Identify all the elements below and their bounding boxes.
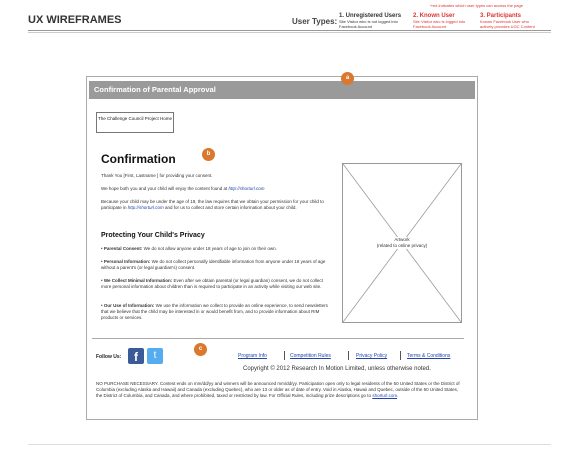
program-info-link[interactable]: Program Info: [238, 353, 267, 359]
artwork-label: [343, 237, 461, 249]
competition-rules-link[interactable]: Competition Rules: [290, 353, 331, 359]
copyright-text: Copyright © 2012 Research In Motion Limited, unless otherwise noted.: [243, 366, 431, 372]
legal-text: NO PURCHASE NECESSARY. Contest ends on mm/dd/yy and winners will be announced mm/dd/yy. Participation open only to legal residents of the 50 United States or the District of Columbia (excluding Alaska and Hawaii) and Canada (excluding Quebec), who are 13 or older as of date of entry. Void in Alaska, Hawaii and Quebec, outside of the 50 United States, the District of Columbia, and Canada, and where prohibited, taxed or restricted by law. For Official Rules, including prize descriptions go to: [96, 381, 460, 398]
legal-disclaimer: [96, 381, 464, 399]
annotation-marker-b: b: [202, 148, 215, 161]
thank-you-text: Thank You [First, Lastname ] for providing your consent.: [101, 173, 213, 178]
law-text-end: and for us to collect and store certain information about your child.: [163, 205, 297, 210]
annotation-marker-a: a: [341, 72, 354, 85]
user-types-label: User Types:: [292, 17, 338, 26]
artwork-label-title: Artwork: [394, 237, 410, 242]
follow-us-label: Follow Us:: [96, 354, 122, 360]
participate-link[interactable]: http://shorturl.com: [127, 205, 164, 210]
page-bottom-divider: [28, 444, 551, 445]
bullet-text: We use the information we collect to provide an online experience, to send newsletters that we believe that the child may be interested in or would benefit from, and to provide information about RIM products or services.: [101, 303, 328, 320]
bullet-use-of-information: [101, 303, 333, 321]
page-title: UX WIREFRAMES: [28, 14, 122, 26]
law-text: [101, 199, 333, 211]
official-rules-link[interactable]: shorturl.com: [372, 393, 398, 398]
footer-link-separator: [348, 351, 349, 360]
law-text-body: Because your child may be under the age of 18, the law requires that we obtain your permission for your child to participate in: [101, 199, 324, 210]
user-type-participants: [480, 13, 542, 29]
bullet-minimal-information: [101, 278, 333, 290]
privacy-policy-link[interactable]: Privacy Policy: [356, 353, 388, 359]
bullet-label: • Our Use of Information:: [101, 303, 155, 308]
annotation-marker-c: c: [194, 343, 207, 356]
user-type-title: 1. Unregistered Users: [339, 13, 402, 19]
bullet-label: • Personal Information:: [101, 259, 151, 264]
user-type-title: 2. Known User: [413, 13, 455, 19]
bullet-parental-consent: [101, 246, 333, 252]
twitter-icon[interactable]: t: [147, 348, 163, 364]
bullet-text: Even after we obtain parental (or legal guardian) consent, we do not collect more personal information about children than is required to participate in an activity while visiting our web site.: [101, 278, 323, 289]
bullet-text: We do not collect personally identifiable information from anyone under 18 years of age without a parent's (or legal guardian's) consent.: [101, 259, 326, 270]
terms-conditions-link[interactable]: Terms & Conditions: [407, 353, 451, 359]
hope-text-body: We hope both you and your child will enjoy the content found at: [101, 186, 229, 191]
header-divider-secondary: [28, 32, 551, 33]
bullet-label: • Parental Consent:: [101, 246, 143, 251]
bullet-label: • We Collect Minimal Information:: [101, 278, 173, 283]
facebook-icon[interactable]: f: [128, 348, 144, 364]
bullet-personal-information: [101, 259, 333, 271]
footer-divider: [92, 338, 464, 339]
user-type-unregistered: [339, 13, 401, 29]
header-divider: [28, 30, 551, 31]
artwork-label-sub: (related to online privacy): [376, 243, 428, 248]
hope-text: [101, 186, 333, 192]
artwork-placeholder: [342, 163, 462, 323]
project-home-logo[interactable]: The Challenge Council Project Home: [96, 112, 174, 133]
user-type-title: 3. Participants: [480, 13, 522, 19]
confirmation-header-title: Confirmation of Parental Approval: [94, 85, 216, 94]
footer-link-separator: [284, 351, 285, 360]
legal-end: .: [397, 393, 399, 398]
confirmation-title: Confirmation: [101, 152, 176, 166]
bullet-text: We do not allow anyone under 18 years of age to join on their own.: [142, 246, 277, 251]
user-type-desc: Site Visitor who is not logged into Facebook Account: [339, 19, 398, 29]
footer-link-separator: [400, 351, 401, 360]
user-type-known: [413, 13, 475, 29]
access-note: *red indicates which user types can access the page: [430, 3, 523, 8]
user-type-desc: Site Visitor who is logged into Facebook Account: [413, 19, 466, 29]
privacy-title: Protecting Your Child's Privacy: [101, 232, 205, 239]
confirmation-header-bar: [89, 81, 475, 99]
content-link[interactable]: http://shorturl.com: [228, 186, 265, 191]
user-type-desc: Known Facebook User who actively provides UGC Content: [480, 19, 535, 29]
